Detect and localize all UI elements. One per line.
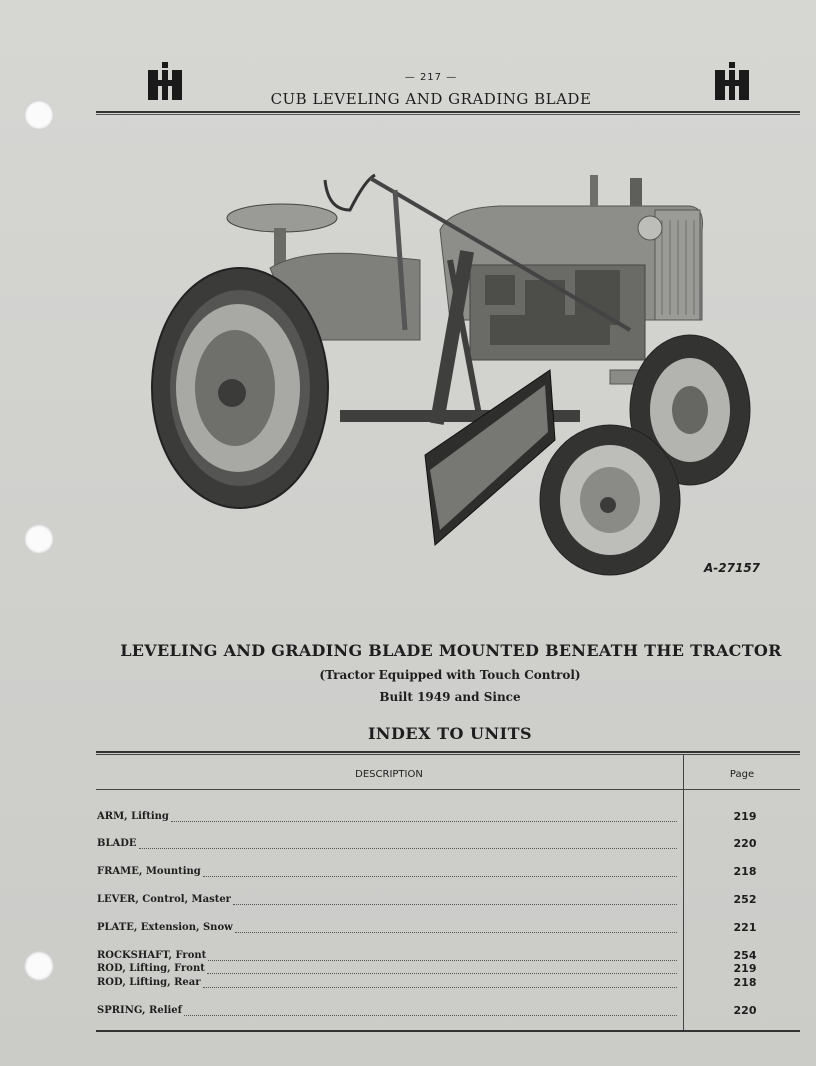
header-rule-thin — [96, 114, 800, 115]
row-label: LEVER, Control, Master — [97, 894, 231, 905]
subtitle-touch-control: (Tractor Equipped with Touch Control) — [319, 668, 581, 682]
row-label: ARM, Lifting — [97, 811, 169, 822]
table-row — [97, 894, 677, 908]
table-rule-thin — [96, 754, 800, 755]
row-page: 254 — [733, 949, 757, 962]
table-row — [97, 922, 677, 936]
photo-id-label: A-27157 — [704, 561, 761, 575]
table-rule — [96, 751, 800, 753]
row-page: 219 — [733, 962, 757, 975]
subtitle-built-year: Built 1949 and Since — [379, 690, 521, 704]
row-label: BLADE — [97, 838, 137, 849]
table-row — [97, 866, 677, 880]
main-title: LEVELING AND GRADING BLADE MOUNTED BENEATH THE TRACTOR — [120, 641, 782, 660]
row-page: 218 — [733, 976, 757, 989]
row-label: ROD, Lifting, Rear — [97, 977, 201, 988]
row-label: PLATE, Extension, Snow — [97, 922, 233, 933]
row-page: 219 — [733, 810, 757, 823]
header-rule — [96, 111, 800, 113]
table-row — [97, 950, 677, 964]
column-header-page: Page — [729, 769, 755, 780]
table-row — [97, 1005, 677, 1019]
row-label: ROD, Lifting, Front — [97, 963, 205, 974]
binder-hole-bottom — [24, 951, 54, 981]
row-label: SPRING, Relief — [97, 1005, 182, 1016]
row-page: 220 — [733, 1004, 757, 1017]
column-divider — [683, 754, 684, 1030]
row-label: FRAME, Mounting — [97, 866, 201, 877]
row-page: 252 — [733, 893, 757, 906]
row-page: 220 — [733, 837, 757, 850]
tractor-photo — [150, 170, 765, 585]
table-row — [97, 977, 677, 991]
index-title: INDEX TO UNITS — [367, 724, 533, 743]
row-label: ROCKSHAFT, Front — [97, 950, 207, 961]
binder-hole-middle — [24, 524, 54, 554]
table-row — [97, 838, 677, 852]
page-number: — 217 — — [404, 72, 458, 83]
table-row — [97, 811, 677, 825]
column-header-description: DESCRIPTION — [355, 769, 423, 780]
table-row — [97, 963, 677, 977]
row-page: 218 — [733, 865, 757, 878]
header-row-rule — [96, 789, 800, 790]
row-page: 221 — [733, 921, 757, 934]
table-bottom-rule — [96, 1030, 800, 1032]
header-title: CUB LEVELING AND GRADING BLADE — [270, 90, 592, 108]
